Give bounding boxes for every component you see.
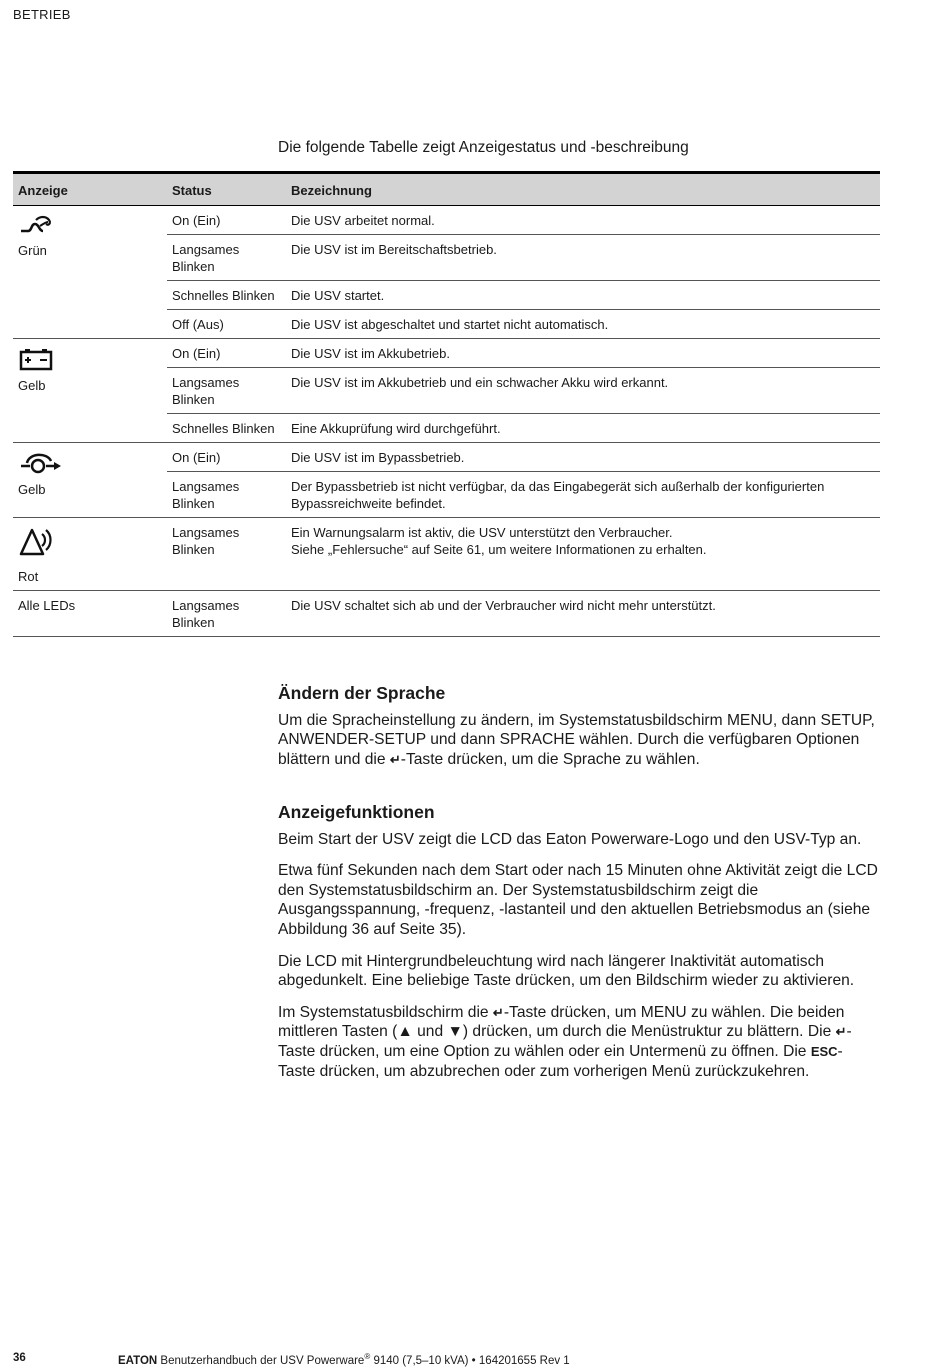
status-cell: Schnelles Blinken: [167, 281, 286, 310]
text-run: und: [412, 1023, 448, 1041]
text-run: -Taste drücken, um abzubrechen oder zum vorherigen Menü zurückzukehren.: [278, 1042, 843, 1080]
status-cell: Langsames Blinken: [167, 235, 286, 281]
power-sine-icon: [18, 214, 54, 236]
status-cell: Off (Aus): [167, 310, 286, 339]
language-section: [278, 684, 878, 781]
paragraph: Beim Start der USV zeigt die LCD das Eaton Powerware-Logo und den USV-Typ an.: [278, 830, 862, 848]
indicator-cell: [13, 206, 167, 339]
header-anzeige: Anzeige: [13, 173, 167, 206]
status-cell: Langsames Blinken: [167, 472, 286, 518]
battery-icon: [18, 347, 54, 371]
paragraph: Die LCD mit Hintergrundbeleuchtung wird nach längerer Inaktivität automatisch abgedunkelt. Eine beliebige Taste drücken, um den Bildschirm wieder zu aktivieren.: [278, 952, 855, 990]
footer-reg: ®: [364, 1352, 371, 1361]
indicator-label: Alle LEDs: [18, 598, 76, 613]
table-row: [13, 443, 880, 472]
indicator-cell: [13, 443, 167, 518]
indicator-label: Gelb: [18, 378, 46, 393]
indicator-cell: [13, 518, 167, 591]
description-cell: Die USV startet.: [286, 281, 880, 310]
header-bezeichnung: Bezeichnung: [286, 173, 880, 206]
table-row: [13, 591, 880, 637]
description-cell: Die USV ist im Akkubetrieb und ein schwacher Akku wird erkannt.: [286, 368, 880, 414]
text-run: Um die Spracheinstellung zu ändern, im Systemstatusbildschirm MENU, dann SETUP, ANWENDER-SETUP und dann SPRACHE wählen. Durch die verfügbaren Optionen blättern und die: [278, 711, 875, 768]
section-title: Anzeigefunktionen: [278, 802, 435, 822]
description-cell: [286, 518, 880, 591]
footer-title: Benutzerhandbuch der USV Powerware: [160, 1354, 365, 1367]
text-run: -Taste drücken, um MENU zu wählen. Die beiden mittleren Tasten (: [278, 1003, 845, 1041]
display-functions-section: [278, 803, 878, 1093]
text-run: Im Systemstatusbildschirm die: [278, 1003, 493, 1021]
enter-key-icon: ↵: [835, 1024, 847, 1040]
table-header-row: [13, 173, 880, 206]
indicator-label: Grün: [18, 243, 47, 258]
description-cell: Die USV ist abgeschaltet und startet nicht automatisch.: [286, 310, 880, 339]
status-cell: On (Ein): [167, 443, 286, 472]
description-cell: Eine Akkuprüfung wird durchgeführt.: [286, 414, 880, 443]
status-cell: Langsames Blinken: [167, 368, 286, 414]
description-cell: Die USV ist im Bereitschaftsbetrieb.: [286, 235, 880, 281]
enter-key-icon: ↵: [389, 751, 401, 767]
paragraph: [278, 711, 878, 770]
enter-key-icon: ↵: [492, 1004, 504, 1020]
description-cell: Die USV schaltet sich ab und der Verbraucher wird nicht mehr unterstützt.: [286, 591, 880, 637]
status-cell: Langsames Blinken: [167, 591, 286, 637]
indicator-cell: [13, 339, 167, 443]
bypass-icon: [18, 451, 64, 475]
esc-key-icon: ESC: [810, 1043, 838, 1059]
indicator-label: Rot: [18, 569, 39, 584]
status-cell: On (Ein): [167, 206, 286, 235]
table-caption: Die folgende Tabelle zeigt Anzeigestatus und -beschreibung: [278, 139, 689, 156]
paragraph: Etwa fünf Sekunden nach dem Start oder nach 15 Minuten ohne Aktivität zeigt die LCD den Systemstatusbildschirm an. Der Systemstatusbildschirm zeigt die Ausgangsspannung, -frequenz, -lastanteil und den aktuellen Betriebsmodus an (siehe Abbildung 36 auf Seite 35).: [278, 862, 878, 938]
status-cell: On (Ein): [167, 339, 286, 368]
status-cell: Langsames Blinken: [167, 518, 286, 591]
indicator-table: [13, 171, 880, 637]
description-line: Ein Warnungsalarm ist aktiv, die USV unterstützt den Verbraucher.: [291, 525, 673, 540]
section-title: Ändern der Sprache: [278, 683, 446, 703]
footer-brand: EATON: [118, 1354, 158, 1367]
down-triangle-icon: ▼: [447, 1023, 463, 1041]
table-row: [13, 339, 880, 368]
paragraph: [278, 1003, 878, 1081]
page-number: 36: [13, 1352, 26, 1364]
text-run: ) drücken, um durch die Menüstruktur zu blättern. Die: [462, 1023, 836, 1041]
text-run: -Taste drücken, um die Sprache zu wählen.: [400, 750, 700, 768]
text-run: -Taste drücken, um eine Option zu wählen oder ein Untermenü zu öffnen. Die: [278, 1023, 852, 1060]
footer-text: [118, 1352, 570, 1367]
alarm-icon: [18, 526, 54, 560]
indicator-label: Gelb: [18, 482, 46, 497]
footer-meta: 9140 (7,5–10 kVA) • 164201655 Rev 1: [370, 1354, 570, 1367]
table-row: [13, 206, 880, 235]
description-line: Siehe „Fehlersuche“ auf Seite 61, um weitere Informationen zu erhalten.: [291, 542, 707, 557]
description-cell: Der Bypassbetrieb ist nicht verfügbar, da das Eingabegerät sich außerhalb der konfigurierten Bypassreichweite befindet.: [286, 472, 880, 518]
description-cell: Die USV ist im Akkubetrieb.: [286, 339, 880, 368]
description-cell: Die USV ist im Bypassbetrieb.: [286, 443, 880, 472]
up-triangle-icon: ▲: [397, 1023, 413, 1041]
indicator-cell: [13, 591, 167, 637]
header-status: Status: [167, 173, 286, 206]
description-cell: Die USV arbeitet normal.: [286, 206, 880, 235]
status-cell: Schnelles Blinken: [167, 414, 286, 443]
section-header: BETRIEB: [13, 7, 71, 22]
table-row: [13, 518, 880, 591]
